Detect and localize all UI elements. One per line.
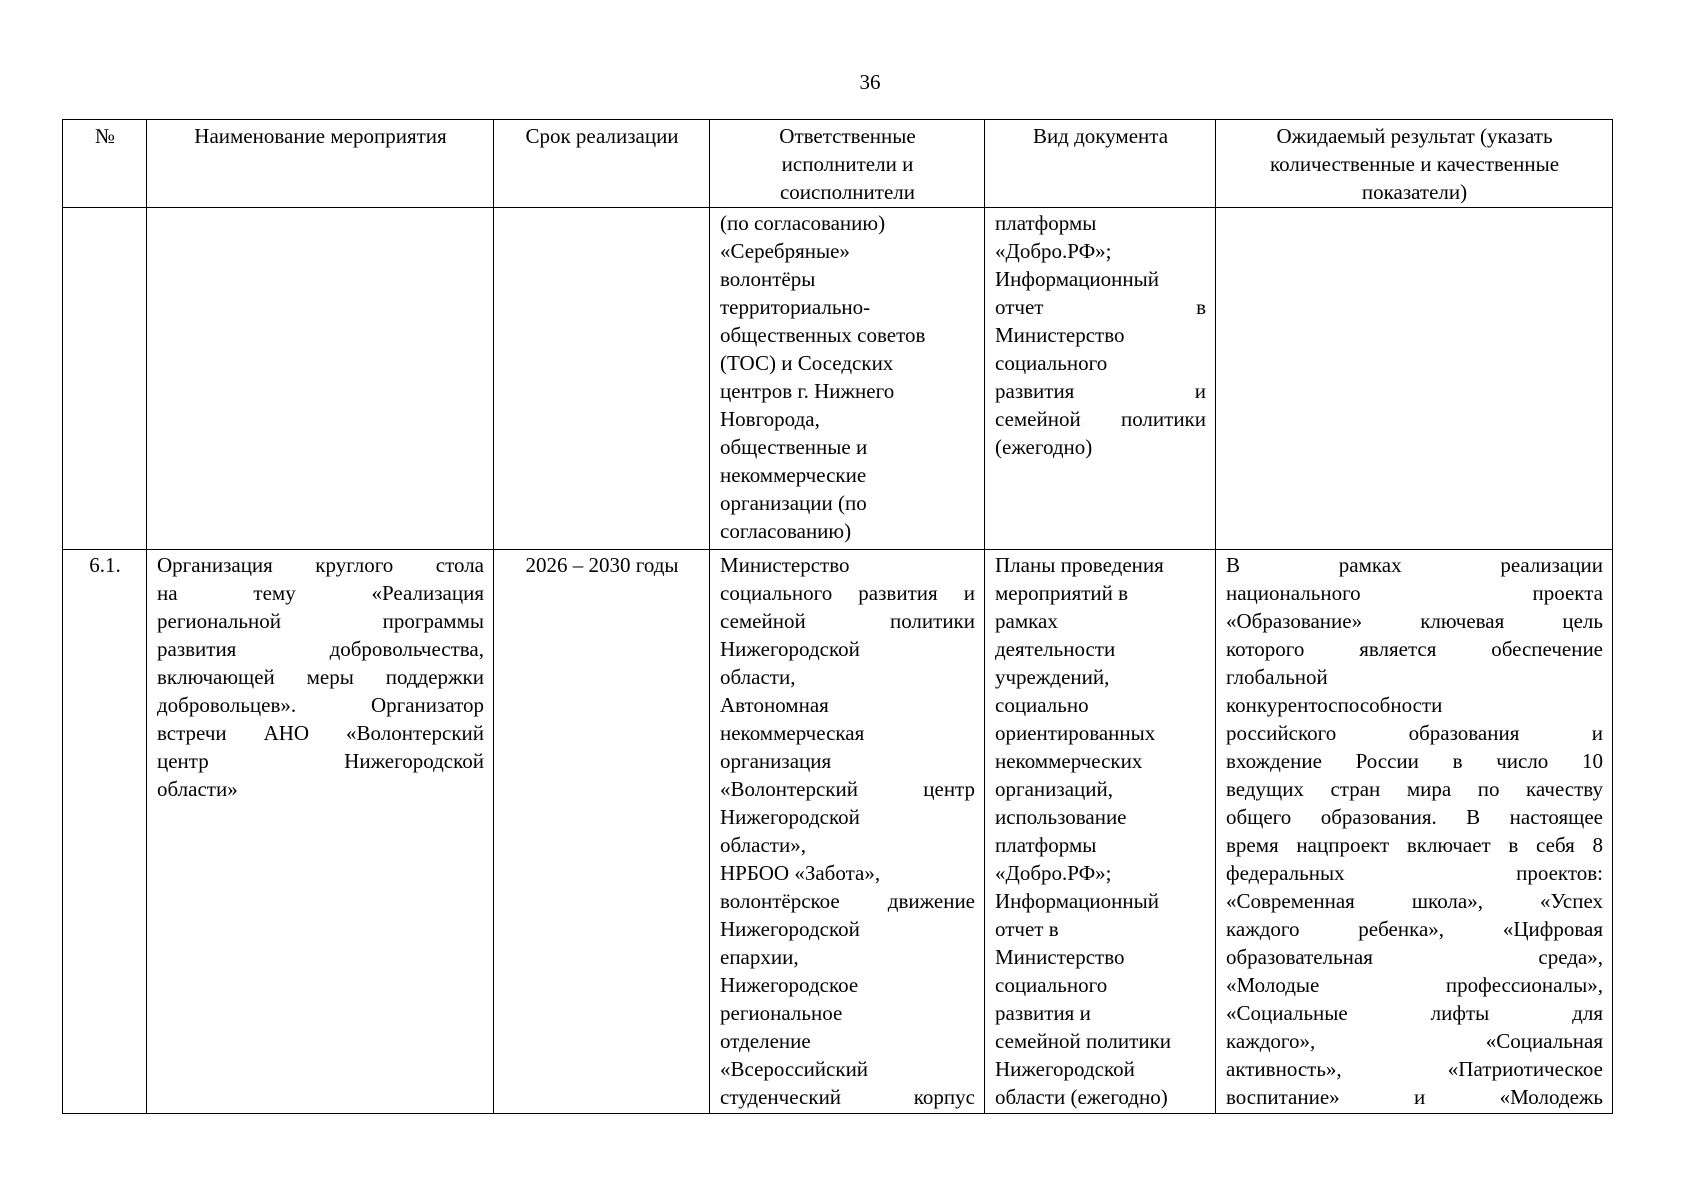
text-line: семейной политики (720, 609, 975, 633)
text-line: территориально- (720, 295, 871, 319)
text-line: каждого», «Социальная (1226, 1029, 1603, 1053)
text-line: «Социальные лифты для (1226, 1001, 1603, 1025)
text-line: (по согласованию) (720, 211, 886, 235)
text-line: некоммерческих (995, 749, 1143, 773)
text-line: конкурентоспособности (1226, 693, 1443, 717)
text-line: семейной политики (995, 1029, 1172, 1053)
text-line: российского образования и (1226, 721, 1603, 745)
text-line: региональное (720, 1001, 843, 1025)
text-line: Планы проведения (995, 553, 1164, 577)
text-line: Нижегородской (995, 1057, 1135, 1081)
text-line: время нацпроект включает в себя 8 (1226, 833, 1603, 857)
cell-event-name (147, 550, 494, 1114)
text-line: Информационный (995, 889, 1159, 913)
text-line: «Образование» ключевая цель (1226, 609, 1603, 633)
text-line: епархии, (720, 945, 799, 969)
cell-number: 6.1. (63, 550, 147, 1114)
text-line: Нижегородской (720, 805, 860, 829)
cell-document-type (985, 550, 1216, 1114)
table-row-6-1 (63, 550, 1613, 1114)
text-line: организации (по (720, 491, 867, 515)
text-line: ориентированных (995, 721, 1156, 745)
text-line: использование (995, 805, 1127, 829)
cell-period-empty (494, 208, 710, 550)
text-line: Нижегородское (720, 973, 859, 997)
text-line: области, (720, 665, 796, 689)
header-period: Срок реализации (494, 120, 710, 208)
page-number: 36 (859, 70, 881, 94)
text-line: Нижегородской (720, 917, 860, 941)
text-line: общественные и (720, 435, 868, 459)
text-line: развития добровольчества, (157, 637, 484, 661)
text-line: области (ежегодно) (995, 1085, 1168, 1109)
text-line: федеральных проектов: (1226, 861, 1603, 885)
text-line: общественных советов (720, 323, 926, 347)
text-line: Министерство (720, 553, 850, 577)
cell-event-name-empty (147, 208, 494, 550)
text-line: отчет в (995, 295, 1206, 319)
header-expected-result: Ожидаемый результат (указать количественные и качественные показатели) (1216, 120, 1613, 208)
cell-number-empty (63, 208, 147, 550)
text-line: социального (995, 351, 1108, 375)
text-line: социального (995, 973, 1108, 997)
text-line: НРБОО «Забота», (720, 861, 881, 885)
cell-result-empty (1216, 208, 1613, 550)
table-header-row (63, 120, 1613, 208)
text-line: мероприятий в (995, 581, 1129, 605)
text-line: Информационный (995, 267, 1159, 291)
text-line: некоммерческая (720, 721, 865, 745)
header-responsible-text: Ответственные исполнители и соисполнители (779, 124, 916, 204)
text-line: включающей меры поддержки (157, 665, 484, 689)
text-line: центр Нижегородской (157, 749, 484, 773)
cell-document-continuation (985, 208, 1216, 550)
cell-expected-result (1216, 550, 1613, 1114)
text-line: студенческий корпус (720, 1085, 975, 1109)
text-line: национального проекта (1226, 581, 1603, 605)
text-line: согласованию) (720, 519, 852, 543)
header-event-name: Наименование мероприятия (147, 120, 494, 208)
text-line: которого является обеспечение (1226, 637, 1603, 661)
text-line: добровольцев». Организатор (157, 693, 484, 717)
events-table (62, 119, 1613, 1114)
text-line: Министерство (995, 323, 1125, 347)
text-line: «Молодые профессионалы», (1226, 973, 1603, 997)
text-line: «Добро.РФ»; (995, 239, 1112, 263)
text-line: рамках (995, 609, 1058, 633)
text-line: развития и (995, 1001, 1091, 1025)
header-responsible (710, 120, 985, 208)
text-line: волонтёры (720, 267, 816, 291)
text-line: образовательная среда», (1226, 945, 1603, 969)
text-line: встречи АНО «Волонтерский (157, 721, 484, 745)
cell-period: 2026 – 2030 годы (494, 550, 710, 1114)
text-line: центров г. Нижнего (720, 379, 895, 403)
text-line: организация (720, 749, 832, 773)
text-line: волонтёрское движение (720, 889, 975, 913)
text-line: семейной политики (995, 407, 1206, 431)
cell-responsible (710, 550, 985, 1114)
text-line: отчет в (995, 917, 1059, 941)
text-line: Министерство (995, 945, 1125, 969)
text-line: глобальной (1226, 665, 1328, 689)
text-line: «Волонтерский центр (720, 777, 975, 801)
text-line: ведущих стран мира по качеству (1226, 777, 1603, 801)
header-number: № (63, 120, 147, 208)
text-line: «Современная школа», «Успех (1226, 889, 1603, 913)
text-line: деятельности (995, 637, 1116, 661)
table-row-continuation (63, 208, 1613, 550)
text-line: развития и (995, 379, 1206, 403)
text-line: (ТОС) и Соседских (720, 351, 894, 375)
text-line: каждого ребенка», «Цифровая (1226, 917, 1603, 941)
text-line: на тему «Реализация (157, 581, 484, 605)
text-line: «Серебряные» (720, 239, 850, 263)
cell-responsible-continuation (710, 208, 985, 550)
text-line: «Всероссийский (720, 1057, 869, 1081)
text-line: Нижегородской (720, 637, 860, 661)
header-document-type: Вид документа (985, 120, 1216, 208)
text-line: Автономная (720, 693, 829, 717)
text-line: (ежегодно) (995, 435, 1093, 459)
text-line: организаций, (995, 777, 1113, 801)
text-line: платформы (995, 211, 1097, 235)
text-line: социального развития и (720, 581, 975, 605)
text-line: отделение (720, 1029, 811, 1053)
text-line: учреждений, (995, 665, 1110, 689)
text-line: общего образования. В настоящее (1226, 805, 1603, 829)
text-line: воспитание» и «Молодежь (1226, 1085, 1603, 1109)
text-line: области», (720, 833, 806, 857)
text-line: социально (995, 693, 1089, 717)
text-line: платформы (995, 833, 1097, 857)
text-line: «Добро.РФ»; (995, 861, 1112, 885)
text-line: В рамках реализации (1226, 553, 1603, 577)
text-line: области» (157, 777, 238, 801)
text-line: региональной программы (157, 609, 484, 633)
text-line: Новгорода, (720, 407, 820, 431)
text-line: некоммерческие (720, 463, 867, 487)
text-line: Организация круглого стола (157, 553, 484, 577)
text-line: вхождение России в число 10 (1226, 749, 1603, 773)
text-line: активность», «Патриотическое (1226, 1057, 1603, 1081)
